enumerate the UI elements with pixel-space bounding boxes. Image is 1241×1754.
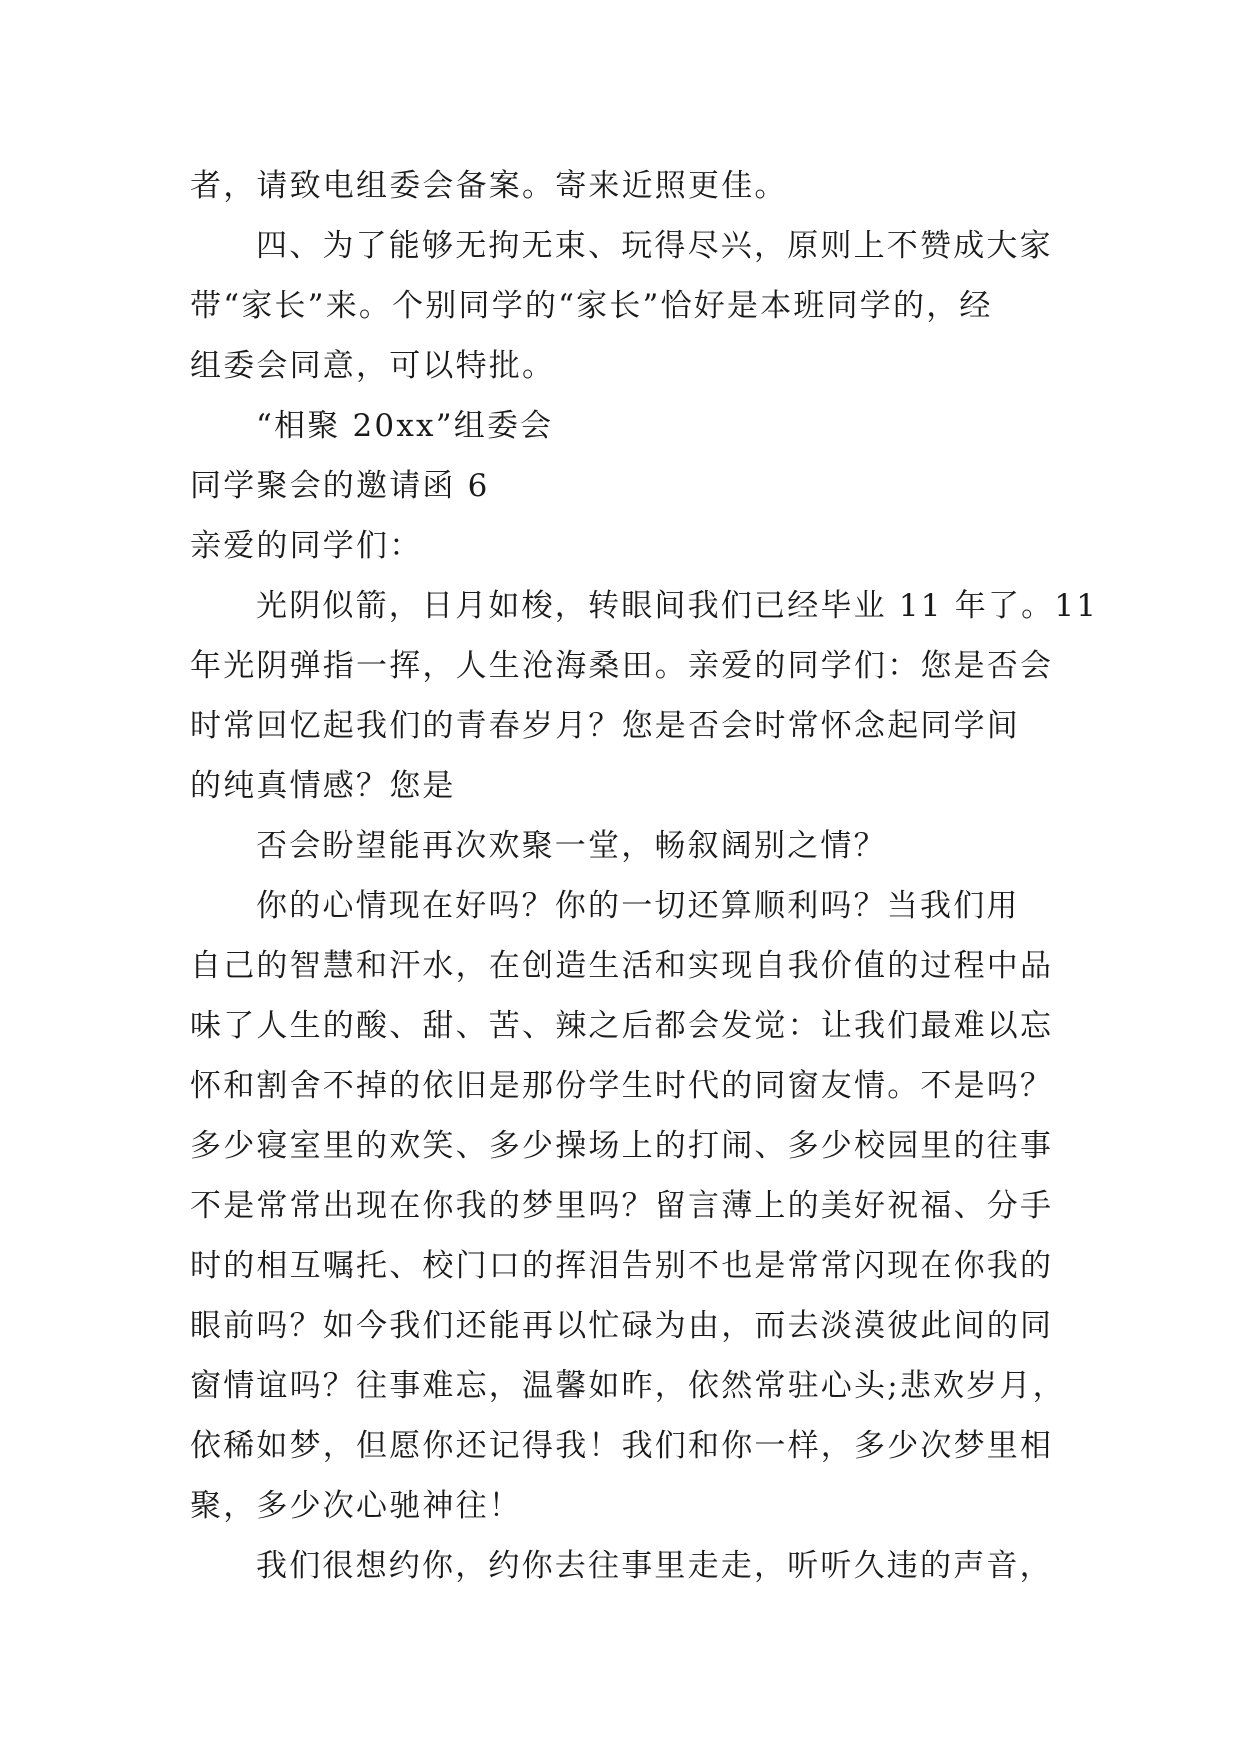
body-text-line: 四、为了能够无拘无束、玩得尽兴，原则上不赞成大家	[256, 228, 1053, 264]
body-text-line: 我们很想约你，约你去往事里走走，听听久违的声音，	[256, 1548, 1053, 1584]
body-text-line: 你的心情现在好吗？你的一切还算顺利吗？当我们用	[256, 888, 1020, 924]
body-text-line: 时的相互嘱托、校门口的挥泪告别不也是常常闪现在你我的	[190, 1248, 1054, 1284]
body-text-line: 带“家长”来。个别同学的“家长”恰好是本班同学的，经	[190, 288, 993, 324]
body-text-line: 时常回忆起我们的青春岁月？您是否会时常怀念起同学间	[190, 708, 1020, 744]
section-heading: 同学聚会的邀请函 6	[190, 468, 490, 504]
body-text-line: 组委会同意，可以特批。	[190, 348, 556, 384]
signature-line: “相聚 20xx”组委会	[256, 408, 554, 444]
body-text-line: 味了人生的酸、甜、苦、辣之后都会发觉：让我们最难以忘	[190, 1008, 1054, 1044]
salutation: 亲爱的同学们：	[190, 528, 423, 564]
body-text-line: 聚，多少次心驰神往！	[190, 1488, 522, 1524]
body-text-line: 依稀如梦，但愿你还记得我！我们和你一样，多少次梦里相	[190, 1428, 1054, 1464]
body-text-line: 窗情谊吗？往事难忘，温馨如昨，依然常驻心头;悲欢岁月，	[190, 1368, 1066, 1404]
body-text-line: 眼前吗？如今我们还能再以忙碌为由，而去淡漠彼此间的同	[190, 1308, 1054, 1344]
body-text-line: 的纯真情感？您是	[190, 768, 456, 804]
body-text-line: 不是常常出现在你我的梦里吗？留言薄上的美好祝福、分手	[190, 1188, 1054, 1224]
body-text-line: 自己的智慧和汗水，在创造生活和实现自我价值的过程中品	[190, 948, 1054, 984]
body-text-line: 怀和割舍不掉的依旧是那份学生时代的同窗友情。不是吗？	[190, 1068, 1054, 1104]
body-text-line: 否会盼望能再次欢聚一堂，畅叙阔别之情？	[256, 828, 887, 864]
body-text-line: 多少寝室里的欢笑、多少操场上的打闹、多少校园里的往事	[190, 1128, 1054, 1164]
body-text-line: 年光阴弹指一挥，人生沧海桑田。亲爱的同学们：您是否会	[190, 648, 1054, 684]
body-text-line: 者，请致电组委会备案。寄来近照更佳。	[190, 168, 788, 204]
body-text-line: 光阴似箭，日月如梭，转眼间我们已经毕业 11 年了。11	[256, 588, 1099, 624]
